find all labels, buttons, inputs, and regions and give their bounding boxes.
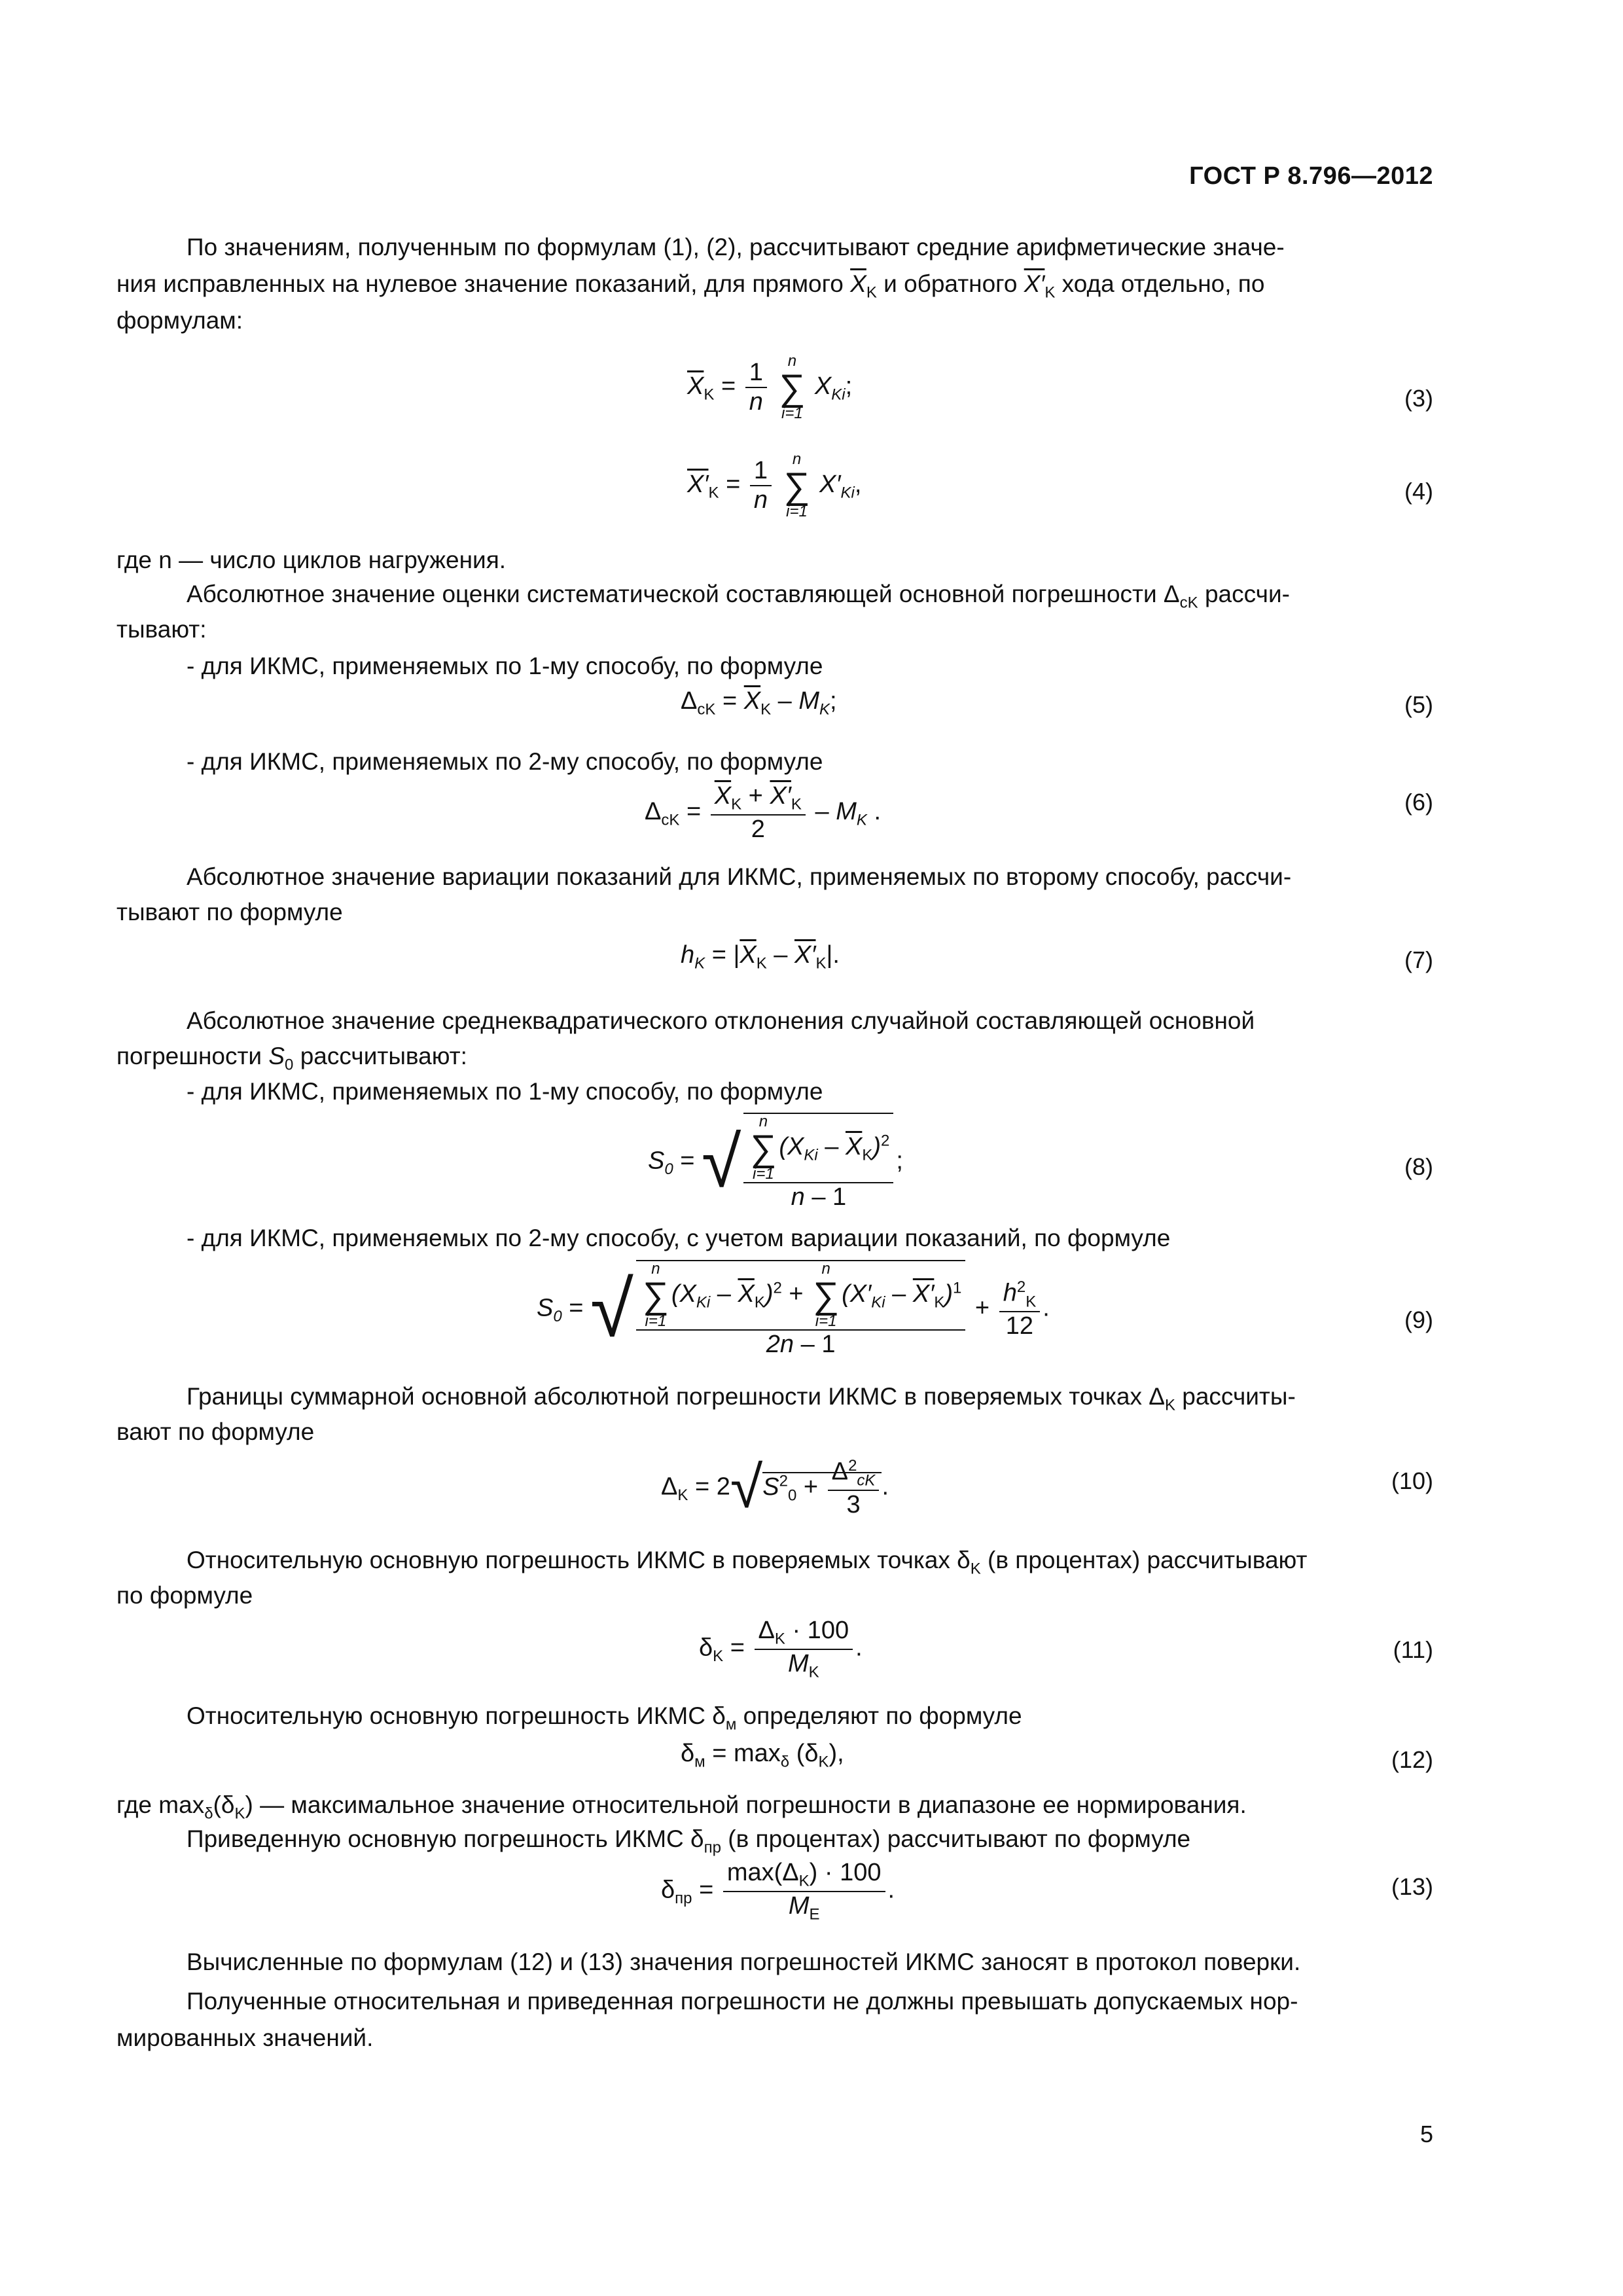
text: по формуле <box>116 1582 253 1609</box>
text: Полученные относительная и приведенная погрешности не должны превышать допускаемых нор- <box>187 1988 1298 2015</box>
equation-number: (10) <box>1391 1467 1433 1494</box>
equation-number: (11) <box>1393 1636 1433 1663</box>
equation-number: (7) <box>1404 946 1433 973</box>
symbol: $\delta_K$ <box>957 1547 981 1578</box>
paragraph-12-line2 <box>116 2020 1432 2056</box>
text: (в процентах) рассчитывают <box>988 1547 1308 1573</box>
formula-3: $\overline{X}_K$ = $\frac{1}{n}$ n ∑ i=1 $X_{Ki}$; <box>687 352 853 422</box>
formula-8: $S_0$ = √ n ∑ i=1 $(X_{Ki} - \overline{X}_K)^2$ n – 1 ; <box>648 1113 903 1211</box>
equation-number: (5) <box>1404 691 1433 718</box>
equation-number: (13) <box>1391 1873 1433 1900</box>
equation-number: (4) <box>1404 478 1433 505</box>
text: вают по формуле <box>116 1418 315 1445</box>
paragraph-8 <box>116 1698 1432 1743</box>
text: формулам: <box>116 307 243 334</box>
text: тывают: <box>116 616 207 643</box>
formula-6: $\Delta_{cK}$ = $\frac{\overline{X}_K + X'_K}{2}$ – $M_K$ . <box>645 782 881 843</box>
formula-11: $\delta_K$ = $\frac{\Delta_K \cdot 100}{M_K}$ . <box>699 1617 863 1681</box>
paragraph-11 <box>116 1944 1432 1981</box>
formula-12: $\delta_м = \max_\delta (\delta_K)$, <box>681 1740 844 1771</box>
text: Относительную основную погрешность ИКМС <box>187 1702 705 1729</box>
symbol: X′ <box>1024 270 1045 297</box>
doc-number: ГОСТ Р 8.796—2012 <box>1189 162 1433 190</box>
paragraph-3-line2 <box>116 611 1432 648</box>
paragraph-1-line2: ния исправленных на нулевое значение показаний, для прямого $\overline{X}_K$ и обратного $X'_K$ хода отдельно, по <box>116 270 1265 302</box>
text: Приведенную основную погрешность ИКМС <box>187 1825 684 1852</box>
formula-7: $h_K = |\overline{X}_K - X'_K|$. <box>681 941 840 973</box>
symbol: $\max_\delta(\delta_K)$ <box>158 1791 253 1823</box>
formula-13: $\delta_{пр}$ = $\frac{\max(\Delta_K) \cdot 100}{M_E}$ . <box>661 1859 895 1924</box>
equation-number: (9) <box>1404 1306 1433 1333</box>
text: где n — число циклов нагружения. <box>116 547 507 573</box>
text: хода отдельно, по <box>1061 270 1265 297</box>
text: погрешности <box>116 1043 262 1069</box>
text: ния исправленных на нулевое значение показаний, для прямого <box>116 270 844 297</box>
formula-4: $X'_K$ = $\frac{1}{n}$ n ∑ i=1 $X'_{Ki}$, <box>687 450 862 520</box>
symbol: $\delta_м$ <box>712 1702 737 1734</box>
text: — максимальное значение относительной погрешности в диапазоне ее нормирования. <box>260 1791 1247 1818</box>
text: По значениям, полученным по формулам (1), (2), рассчитывают средние арифметические значе- <box>187 234 1285 260</box>
paragraph-5-line2: погрешности $S_0$ рассчитывают: <box>116 1043 467 1074</box>
list-item-1: - для ИКМС, применяемых по 1-му способу, по формуле <box>187 653 823 679</box>
paragraph-12 <box>116 1983 1432 2020</box>
symbol: $\overline{X}$ <box>850 270 866 297</box>
list-item-3: - для ИКМС, применяемых по 1-му способу, по формуле <box>187 1078 823 1105</box>
list-item-4: - для ИКМС, применяемых по 2-му способу, с учетом вариации показаний, по формуле <box>187 1225 1171 1251</box>
symbol: $\Delta_{cK}$ <box>1163 581 1198 612</box>
text: Абсолютное значение вариации показаний для ИКМС, применяемых по второму способу, рассчи- <box>187 863 1292 890</box>
paragraph-5 <box>116 1003 1432 1039</box>
list-item-2: - для ИКМС, применяемых по 2-му способу, по формуле <box>187 748 823 775</box>
text: Относительную основную погрешность ИКМС в поверяемых точках <box>187 1547 950 1573</box>
text: рассчитывают: <box>300 1043 467 1069</box>
page-number: 5 <box>1419 2121 1433 2147</box>
formula-5: $\Delta_{cK} = \overline{X}_K - M_K$; <box>681 687 837 719</box>
text: где <box>116 1791 152 1818</box>
paragraph-4 <box>116 859 1432 895</box>
formula-9: $S_0$ = √ n ∑ i=1 $(X_{Ki} - \overline{X}_K)^2$ + n ∑ i=1 $(X'_{Ki} - X'_K)^1$ 2n – 1 + $\frac{h^2_K}{12}$ . <box>537 1260 1050 1358</box>
text: Абсолютное значение среднеквадратического отклонения случайной составляющей основной <box>187 1007 1255 1034</box>
paragraph-2 <box>116 542 1432 579</box>
symbol: S <box>268 1043 285 1069</box>
text: определяют по формуле <box>743 1702 1022 1729</box>
text: Границы суммарной основной абсолютной погрешности ИКМС в поверяемых точках <box>187 1383 1142 1410</box>
text: Вычисленные по формулам (12) и (13) значения погрешностей ИКМС заносят в протокол поверки. <box>187 1948 1301 1975</box>
symbol: $\delta_{пр}$ <box>690 1825 721 1857</box>
text: и обратного <box>883 270 1018 297</box>
paragraph-1 <box>116 229 1432 266</box>
paragraph-4-line2 <box>116 894 1432 931</box>
equation-number: (6) <box>1404 789 1433 816</box>
paragraph-7-line2 <box>116 1577 1432 1614</box>
equation-number: (12) <box>1391 1746 1433 1773</box>
text: рассчиты- <box>1182 1383 1296 1410</box>
text: тывают по формуле <box>116 899 343 925</box>
text: рассчи- <box>1204 581 1290 607</box>
equation-number: (8) <box>1404 1153 1433 1180</box>
paragraph-6-line2 <box>116 1414 1432 1450</box>
text: Абсолютное значение оценки систематической составляющей основной погрешности <box>187 581 1157 607</box>
equation-number: (3) <box>1404 385 1433 412</box>
symbol: $\Delta_K$ <box>1149 1383 1175 1414</box>
paragraph-1-line3 <box>116 302 1432 339</box>
text: мированных значений. <box>116 2024 374 2051</box>
text: (в процентах) рассчитывают по формуле <box>728 1825 1191 1852</box>
formula-10: $\Delta_K = 2√S^2_0$ + $\frac{\Delta^2_{cK}}{3}$ . <box>661 1455 889 1520</box>
